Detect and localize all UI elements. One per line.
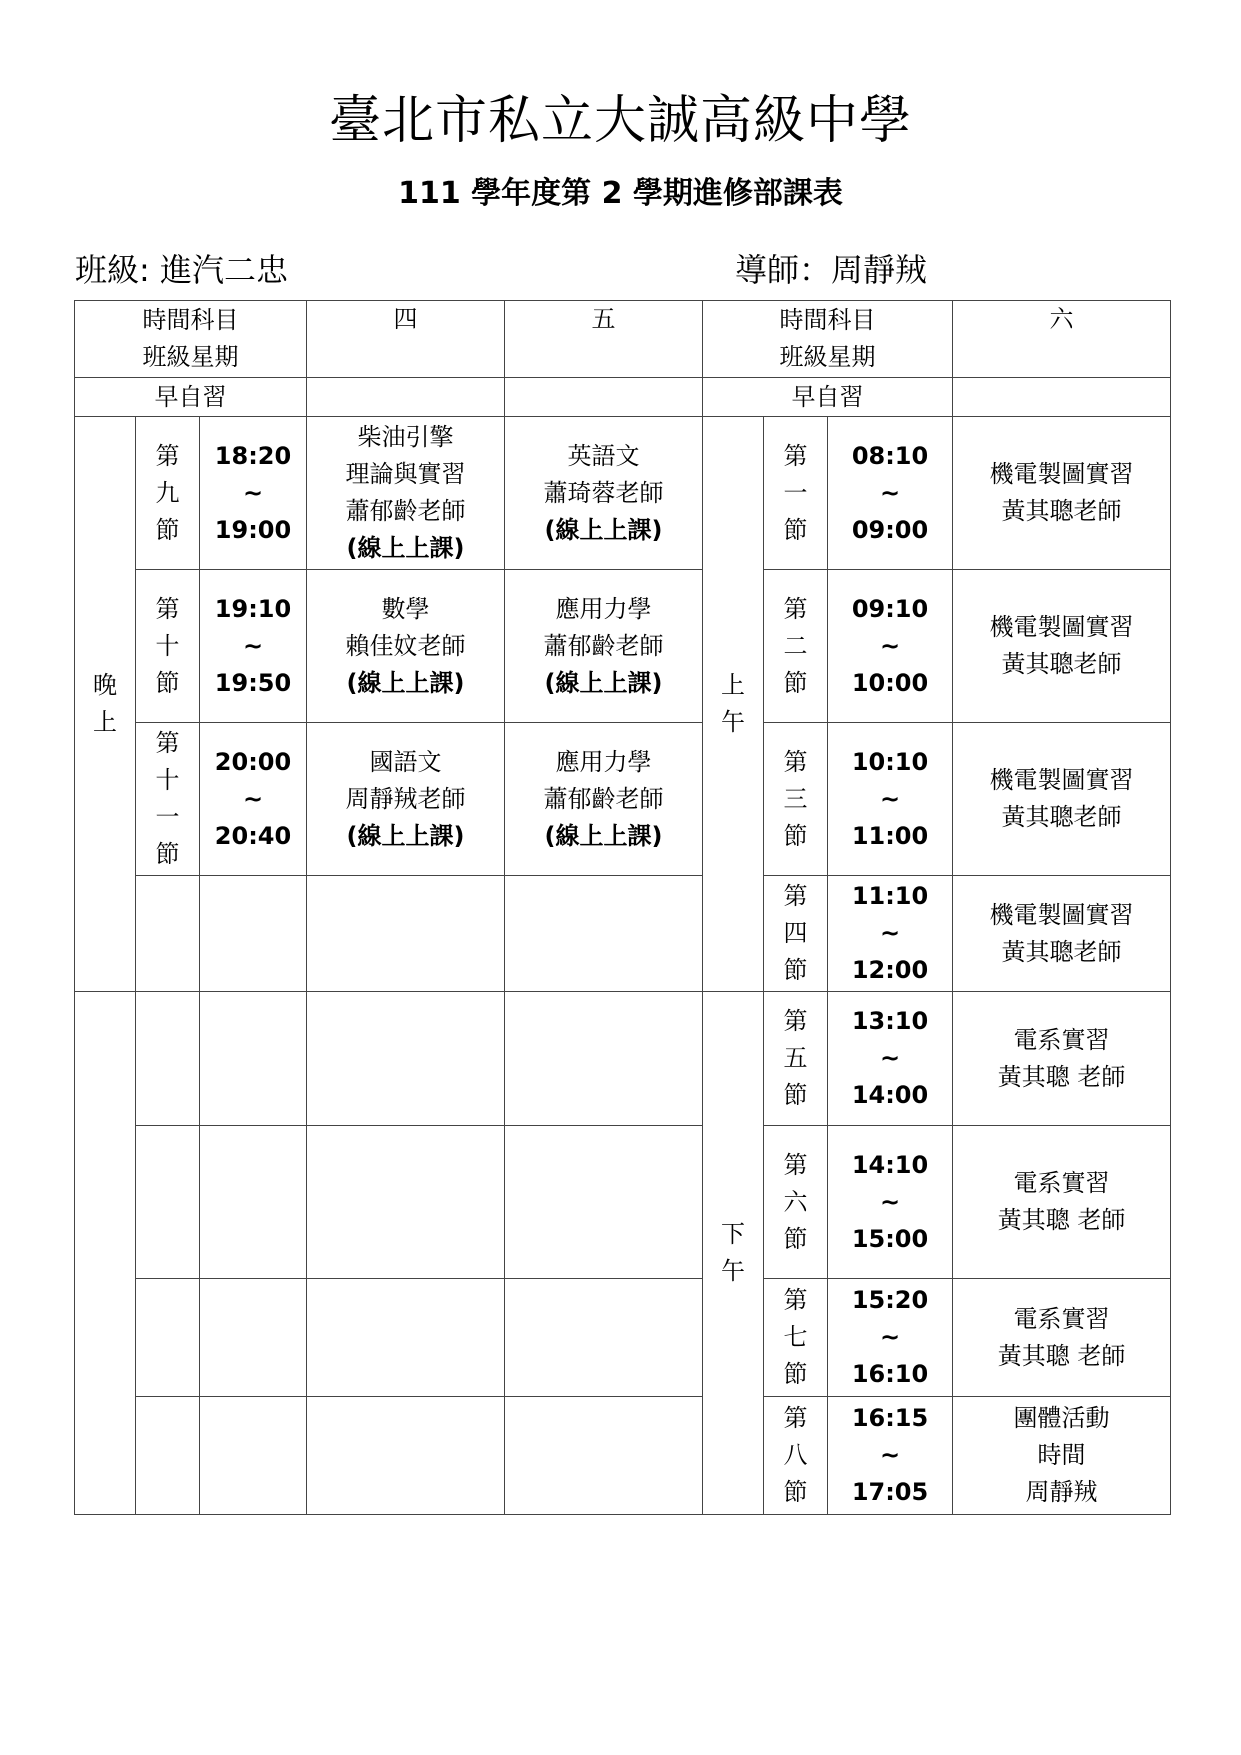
period-label: 第 五 節 — [764, 992, 828, 1126]
course-cell-sat: 機電製圖實習 黃其聰老師 — [953, 570, 1171, 723]
evening-label: 晚 上 — [75, 417, 136, 992]
table-row — [75, 417, 1171, 570]
period-label: 第 十 一 節 — [136, 723, 200, 876]
table-row — [75, 876, 1171, 992]
header-row — [75, 301, 1171, 378]
course-cell-thu: 國語文 周靜羢老師 (線上上課) — [307, 723, 505, 876]
empty-cell — [307, 1126, 505, 1279]
empty-cell — [307, 876, 505, 992]
table-row — [75, 1126, 1171, 1279]
mentor-label: 導師：周靜羢 — [735, 251, 928, 289]
schedule-table — [74, 300, 1171, 1515]
course-cell-fri: 英語文 蕭琦蓉老師 (線上上課) — [505, 417, 703, 570]
table-row — [75, 1279, 1171, 1397]
period-time: 20:00 ~ 20:40 — [200, 723, 307, 876]
day-header-fri: 五 — [505, 301, 703, 378]
period-time: 19:10 ~ 19:50 — [200, 570, 307, 723]
empty-cell — [136, 992, 200, 1126]
period-label: 第 三 節 — [764, 723, 828, 876]
empty-cell — [136, 1397, 200, 1515]
empty-cell — [505, 876, 703, 992]
table-row — [75, 570, 1171, 723]
period-label: 第 一 節 — [764, 417, 828, 570]
period-time: 16:15 ~ 17:05 — [828, 1397, 953, 1515]
table-row — [75, 723, 1171, 876]
course-cell-sat: 機電製圖實習 黃其聰老師 — [953, 876, 1171, 992]
period-time: 08:10 ~ 09:00 — [828, 417, 953, 570]
day-header-thu: 四 — [307, 301, 505, 378]
course-cell-thu: 柴油引擎 理論與實習 蕭郁齡老師 (線上上課) — [307, 417, 505, 570]
morning-study-thu — [307, 378, 505, 417]
empty-cell — [505, 1126, 703, 1279]
corner-header-sat: 時間科目 班級星期 — [703, 301, 953, 378]
school-title: 臺北市私立大誠高級中學 — [328, 91, 912, 151]
period-label: 第 七 節 — [764, 1279, 828, 1397]
morning-study-label-sat: 早自習 — [703, 378, 953, 417]
course-cell-sat: 機電製圖實習 黃其聰老師 — [953, 723, 1171, 876]
course-cell-fri: 應用力學 蕭郁齡老師 (線上上課) — [505, 570, 703, 723]
empty-cell — [136, 876, 200, 992]
period-label: 第 四 節 — [764, 876, 828, 992]
period-time: 11:10 ~ 12:00 — [828, 876, 953, 992]
period-time: 09:10 ~ 10:00 — [828, 570, 953, 723]
course-cell-sat: 團體活動 時間 周靜羢 — [953, 1397, 1171, 1515]
empty-cell — [200, 1279, 307, 1397]
afternoon-label: 下 午 — [703, 992, 764, 1515]
course-cell-sat: 機電製圖實習 黃其聰老師 — [953, 417, 1171, 570]
morning-study-label: 早自習 — [75, 378, 307, 417]
period-time: 18:20 ~ 19:00 — [200, 417, 307, 570]
period-time: 10:10 ~ 11:00 — [828, 723, 953, 876]
empty-cell — [307, 1279, 505, 1397]
table-row — [75, 1397, 1171, 1515]
morning-study-sat — [953, 378, 1171, 417]
empty-cell — [136, 1126, 200, 1279]
course-cell-fri: 應用力學 蕭郁齡老師 (線上上課) — [505, 723, 703, 876]
table-row — [75, 992, 1171, 1126]
empty-cell — [75, 992, 136, 1515]
course-cell-sat: 電系實習 黃其聰 老師 — [953, 1279, 1171, 1397]
empty-cell — [200, 1126, 307, 1279]
empty-cell — [505, 1279, 703, 1397]
schedule-subtitle: 111 學年度第 2 學期進修部課表 — [398, 176, 843, 211]
empty-cell — [505, 992, 703, 1126]
period-label: 第 二 節 — [764, 570, 828, 723]
period-label: 第 十 節 — [136, 570, 200, 723]
morning-label: 上 午 — [703, 417, 764, 992]
day-header-sat: 六 — [953, 301, 1171, 378]
course-cell-sat: 電系實習 黃其聰 老師 — [953, 992, 1171, 1126]
morning-study-row — [75, 378, 1171, 417]
morning-study-fri — [505, 378, 703, 417]
period-time: 14:10 ~ 15:00 — [828, 1126, 953, 1279]
empty-cell — [200, 992, 307, 1126]
course-cell-thu: 數學 賴佳妏老師 (線上上課) — [307, 570, 505, 723]
period-time: 13:10 ~ 14:00 — [828, 992, 953, 1126]
empty-cell — [307, 1397, 505, 1515]
empty-cell — [200, 876, 307, 992]
empty-cell — [307, 992, 505, 1126]
period-label: 第 六 節 — [764, 1126, 828, 1279]
empty-cell — [505, 1397, 703, 1515]
course-cell-sat: 電系實習 黃其聰 老師 — [953, 1126, 1171, 1279]
corner-header: 時間科目 班級星期 — [75, 301, 307, 378]
empty-cell — [200, 1397, 307, 1515]
class-label: 班級: 進汽二忠 — [75, 251, 288, 289]
empty-cell — [136, 1279, 200, 1397]
period-label: 第 八 節 — [764, 1397, 828, 1515]
period-label: 第 九 節 — [136, 417, 200, 570]
period-time: 15:20 ~ 16:10 — [828, 1279, 953, 1397]
